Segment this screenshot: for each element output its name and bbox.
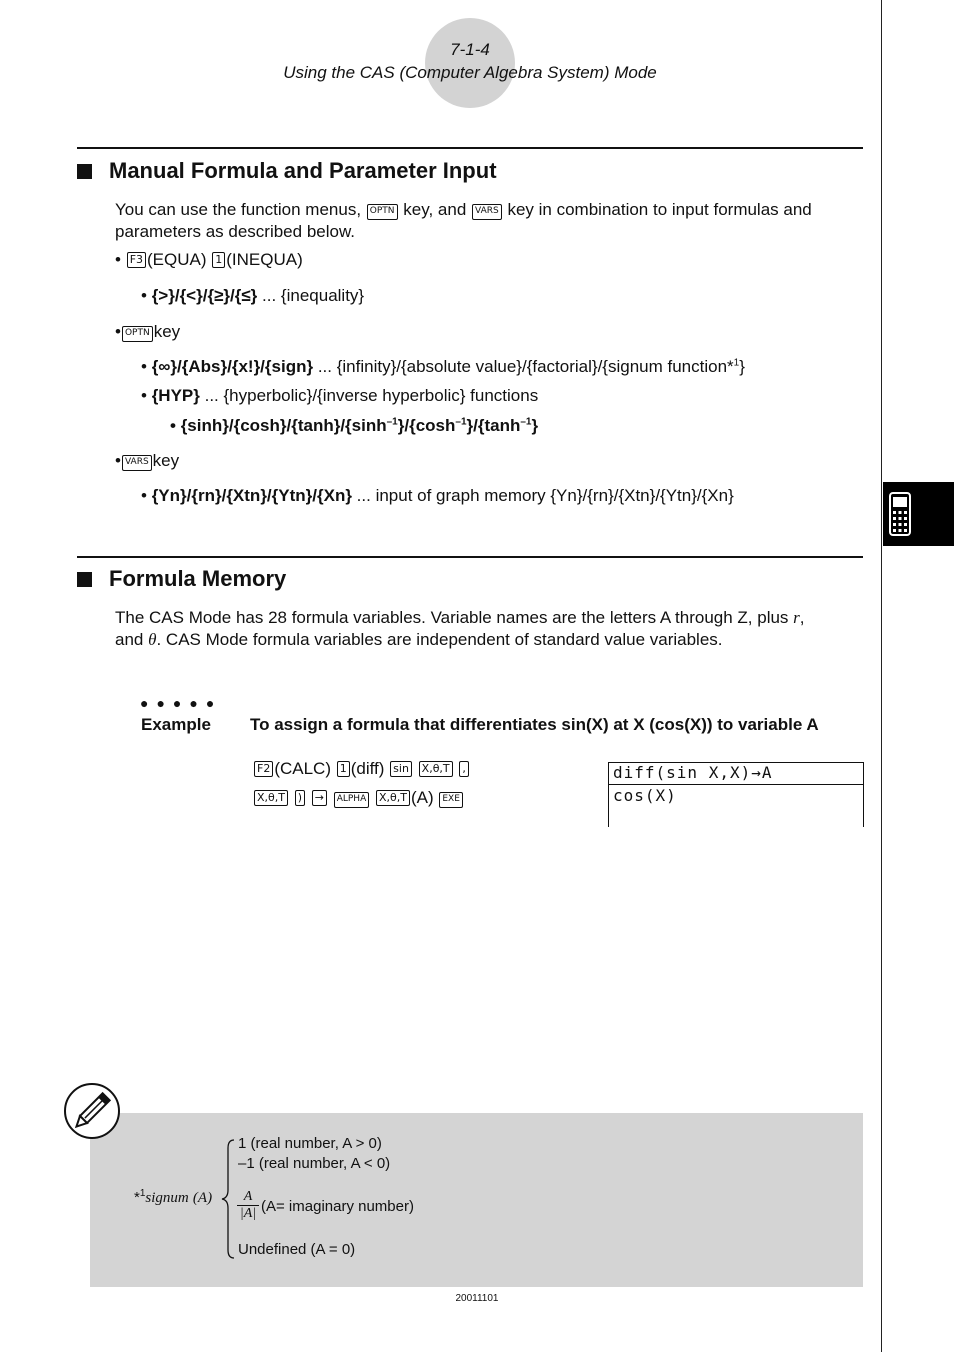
para-var-r: r [793, 608, 800, 627]
para-text: . CAS Mode formula variables are independent of standard value variables. [156, 630, 723, 649]
list-item-inequality: • {>}/{<}/{≥}/{≤} ... {inequality} [141, 286, 365, 305]
formula-memory-paragraph [115, 607, 865, 651]
footer-code: 20011101 [455, 1293, 499, 1304]
intro-text: parameters as described below. [115, 222, 356, 241]
screen-result-line: cos(X) [613, 786, 677, 805]
inequa-label: (INEQUA) [226, 250, 303, 269]
screen-separator [609, 784, 863, 785]
fraction-denominator: |A| [239, 1206, 257, 1221]
key-caption: (diff) [350, 759, 385, 778]
inequality-symbols: {>}/{<}/{≥}/{≤} [151, 286, 258, 305]
superscript: –1 [455, 416, 467, 428]
example-label: Example [141, 715, 211, 734]
optn-symbols: {∞}/{Abs}/{x!}/{sign} [151, 357, 314, 376]
screen-input-line: diff(sin X,X)→A [613, 763, 773, 782]
optn-desc-end: } [739, 357, 745, 376]
key-sequence-line2 [253, 788, 464, 808]
para-text: and [115, 630, 144, 649]
section-rule [77, 556, 863, 558]
f2-key-icon: F2 [254, 761, 273, 777]
optn-desc: ... {infinity}/{absolute value}/{factorial}/{signum function* [313, 357, 734, 376]
intro-text: key, and [403, 200, 467, 219]
signum-case-2: –1 (real number, A < 0) [238, 1155, 391, 1172]
vars-key-icon: VARS [122, 455, 152, 471]
square-bullet-icon [77, 164, 92, 179]
vars-symbols: {Yn}/{rn}/{Xtn}/{Ytn}/{Xn} [151, 486, 352, 505]
signum-fraction [237, 1189, 259, 1222]
hyp-functions-text: }/{cosh [397, 416, 456, 435]
signum-name: signum [145, 1190, 189, 1206]
section-title-text: Manual Formula and Parameter Input [109, 158, 497, 183]
inequality-desc: ... {inequality} [257, 286, 365, 305]
example-dots: ●●●●● [140, 695, 223, 711]
square-bullet-icon [77, 572, 92, 587]
list-item-hyp: • {HYP} ... {hyperbolic}/{inverse hyperbolic} functions [141, 386, 539, 405]
para-var-theta: θ [148, 630, 157, 649]
sin-key-icon: sin [390, 761, 412, 777]
intro-paragraph [115, 199, 865, 243]
one-key-icon: 1 [337, 761, 350, 777]
optn-key-icon: OPTN [122, 326, 153, 342]
hyp-functions-text: } [531, 416, 539, 435]
close-paren-key-icon: ) [295, 790, 305, 806]
left-brace-icon [220, 1138, 236, 1260]
calculator-icon [889, 492, 911, 536]
list-item-vars: • VARS key [115, 451, 180, 470]
alpha-key-icon: ALPHA [334, 792, 370, 808]
page-edge-line [881, 0, 882, 1352]
x-theta-t-key-icon: X,θ,T [419, 761, 453, 777]
exe-key-icon: EXE [439, 792, 463, 808]
hyp-functions-text: }/{tanh [466, 416, 521, 435]
optn-key-icon: OPTN [367, 204, 398, 220]
para-text: The CAS Mode has 28 formula variables. Variable names are the letters A through Z, plus [115, 608, 789, 627]
signum-arg: (A) [192, 1190, 213, 1206]
assign-arrow-key-icon: → [312, 790, 327, 806]
intro-text: You can use the function menus, [115, 200, 362, 219]
section-title-manual-input [77, 158, 497, 184]
pencil-note-icon [64, 1083, 122, 1141]
list-item-f3: • F3 (EQUA) 1 (INEQUA) [115, 250, 303, 269]
one-key-icon: 1 [212, 252, 225, 268]
hyp-functions-text: {sinh}/{cosh}/{tanh}/{sinh [180, 416, 387, 435]
intro-text: key in combination to input formulas and [507, 200, 812, 219]
section-rule [77, 147, 863, 149]
page-number: 7-1-4 [450, 40, 490, 59]
page-header-title: Using the CAS (Computer Algebra System) Mode [283, 63, 657, 82]
list-item-optn-functions: • {∞}/{Abs}/{x!}/{sign} ... {infinity}/{absolute value}/{factorial}/{signum function*$^1$} [141, 357, 745, 376]
key-label: key [152, 451, 180, 470]
equa-label: (EQUA) [147, 250, 207, 269]
x-theta-t-key-icon: X,θ,T [254, 790, 288, 806]
hyp-symbol: {HYP} [151, 386, 200, 405]
section-title-text: Formula Memory [109, 566, 287, 591]
x-theta-t-key-icon: X,θ,T [376, 790, 410, 806]
para-text: , [799, 608, 805, 627]
footnote-star: * [134, 1189, 140, 1206]
vars-desc: ... input of graph memory {Yn}/{rn}/{Xtn}/{Ytn}/{Xn} [351, 486, 734, 505]
signum-label [134, 1188, 212, 1207]
key-sequence-line1 [253, 759, 470, 779]
signum-case-4: Undefined (A = 0) [238, 1241, 356, 1258]
vars-key-icon: VARS [472, 204, 502, 220]
f3-key-icon: F3 [127, 252, 146, 268]
list-item-hyp-functions: • $\{\sinh\}/\{\cosh\}/\{\tanh\}/\{\sinh^{-1}\}/\{\cosh^{-1}\}/\{\tanh^{-1}\}$ [170, 416, 539, 435]
hyp-desc: ... {hyperbolic}/{inverse hyperbolic} functions [199, 386, 539, 405]
example-title: To assign a formula that differentiates sin(X) at X (cos(X)) to variable A [250, 715, 819, 734]
footnote-ref: 1 [733, 357, 740, 369]
superscript: –1 [520, 416, 532, 428]
superscript: –1 [386, 416, 398, 428]
list-item-optn: • OPTN key [115, 322, 181, 341]
fraction-numerator: A [237, 1189, 259, 1206]
list-item-graph-memory: • {Yn}/{rn}/{Xtn}/{Ytn}/{Xn} ... input of graph memory {Yn}/{rn}/{Xtn}/{Ytn}/{Xn} [141, 486, 734, 505]
key-caption: (CALC) [274, 759, 331, 778]
chapter-tab [883, 482, 954, 546]
signum-case-3: (A= imaginary number) [261, 1198, 414, 1215]
section-title-formula-memory [77, 566, 286, 592]
comma-key-icon: , [459, 761, 469, 777]
footnote-number: 1 [139, 1188, 146, 1199]
key-label: key [153, 322, 181, 341]
key-caption: (A) [410, 788, 434, 807]
calculator-screen [608, 762, 864, 827]
signum-case-1: 1 (real number, A > 0) [238, 1135, 382, 1152]
